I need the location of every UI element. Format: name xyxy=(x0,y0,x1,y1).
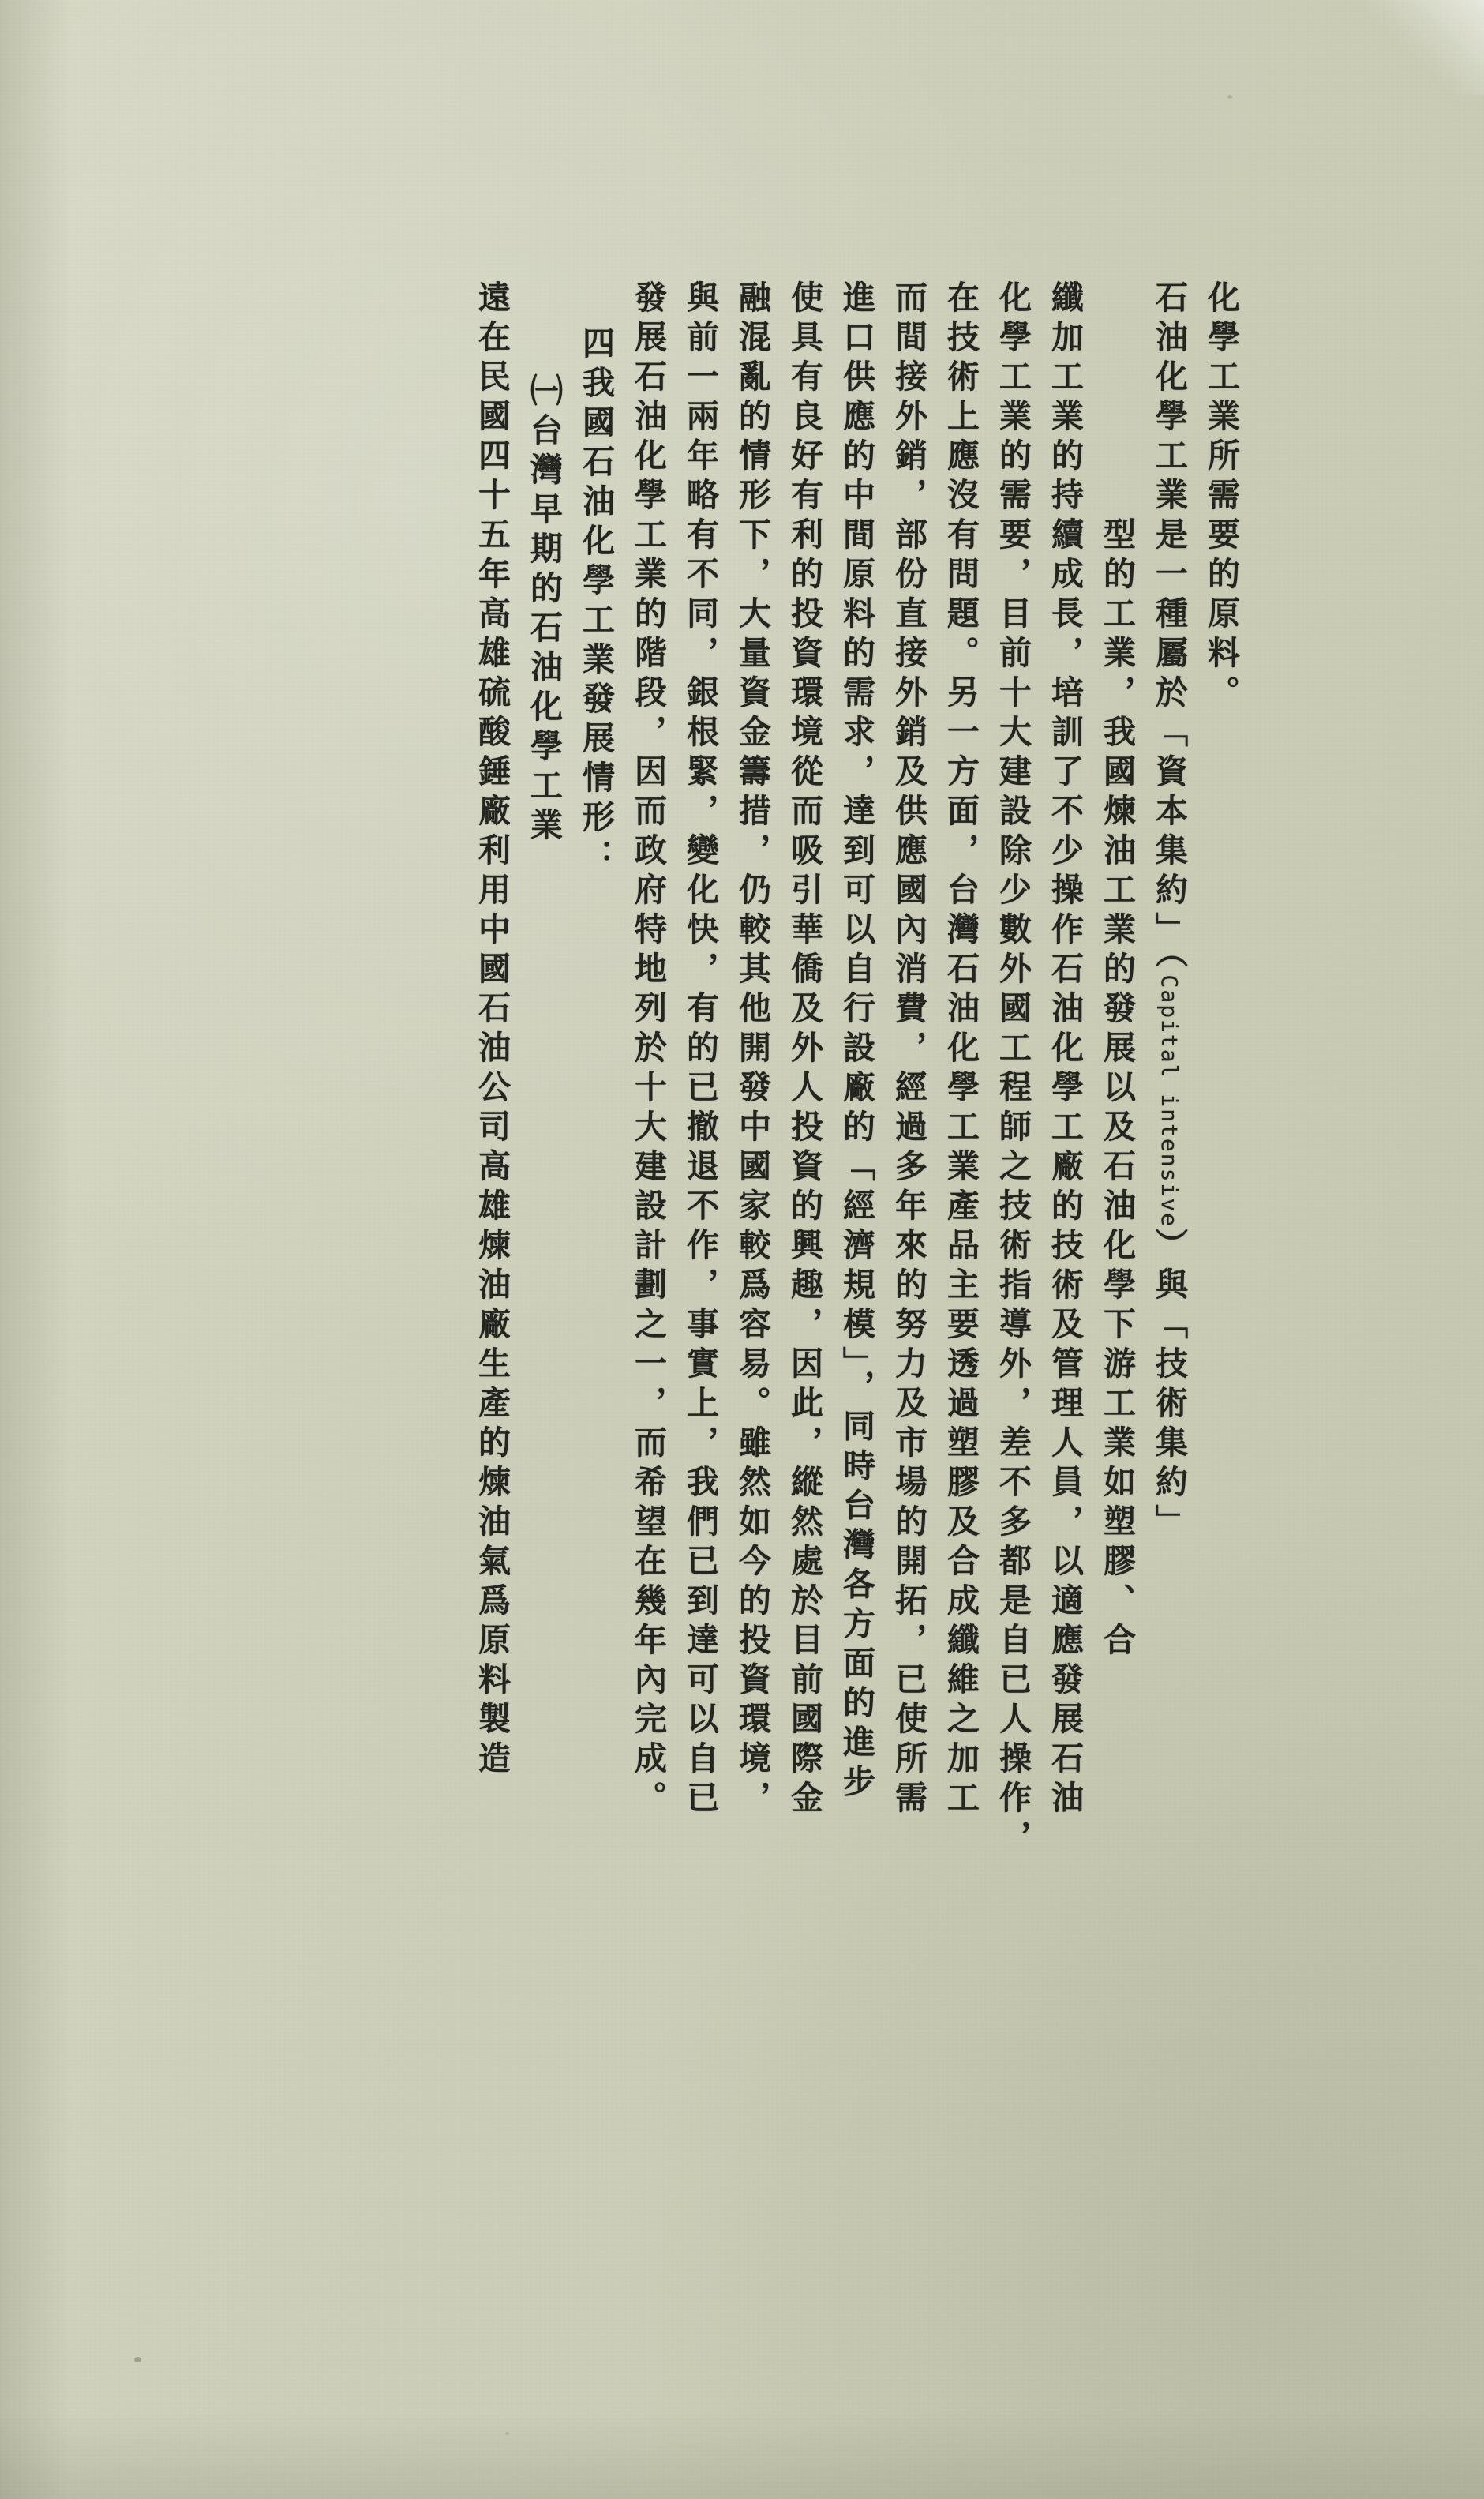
text-column-subheading: ㈠台灣早期的石油化學工業 xyxy=(525,373,563,847)
text-column-first: 化學工業所需要的原料。 xyxy=(1202,280,1240,715)
paper-speck xyxy=(505,2432,509,2435)
paper-speck xyxy=(1227,95,1232,99)
page-bottom-edge-shadow xyxy=(0,2412,1484,2499)
text-column: 使具有良好有利的投資環境從而吸引華僑及外人投資的興趣，因此，縱然處於目前國際金 xyxy=(785,280,823,1820)
text-column: 融混亂的情形下，大量資金籌措，仍較其他開發中國家較爲容易。雖然如今的投資環境， xyxy=(733,280,771,1820)
text-column: 纖加工業的持續成長，培訓了不少操作石油化學工廠的技術及管理人員，以適應發展石油 xyxy=(1046,280,1084,1820)
text-column: 在技術上應沒有問題。另一方面，台灣石油化學工業產品主要透過塑膠及合成纖維之加工 xyxy=(942,280,980,1820)
column-text-before-latin: 石油化學工業是一種屬於「資本集約」（ xyxy=(1150,280,1188,975)
text-column-with-latin xyxy=(1143,280,1195,2262)
text-column: 遠在民國四十五年高雄硫酸錘廠利用中國石油公司高雄煉油廠生產的煉油氣爲原料製造 xyxy=(473,280,511,1780)
text-column: 而間接外銷，部份直接外銷及供應國內消費，經過多年來的努力及市場的開拓，已使所需 xyxy=(890,280,928,1820)
column-text-after-latin: ）與「技術集約」 xyxy=(1150,1228,1188,1544)
text-column-heading: 四我國石油化學工業發展情形： xyxy=(577,326,615,879)
text-column: 型的工業，我國煉油工業的發展以及石油化學下游工業如塑膠、合 xyxy=(1098,517,1136,1662)
text-column: 化學工業的需要，目前十大建設除少數外國工程師之技術指導外，差不多都是自已人操作， xyxy=(994,280,1032,1859)
vertical-text-body xyxy=(111,280,1247,2262)
page-left-edge-shadow xyxy=(0,0,71,2499)
paper-speck xyxy=(134,2357,141,2362)
text-column: 與前一兩年略有不同，銀根緊，變化快，有的已撤退不作，事實上，我們已到達可以自已 xyxy=(681,280,719,1820)
text-column: 進口供應的中間原料的需求，達到可以自行設廠的「經濟規模」，同時台灣各方面的進步 xyxy=(838,280,875,1804)
page-corner-highlight xyxy=(1366,0,1484,95)
text-column: 發展石油化學工業的階段，因而政府特地列於十大建設計劃之一，而希望在幾年內完成。 xyxy=(629,280,667,1820)
latin-term: Capital intensive xyxy=(1156,974,1182,1229)
